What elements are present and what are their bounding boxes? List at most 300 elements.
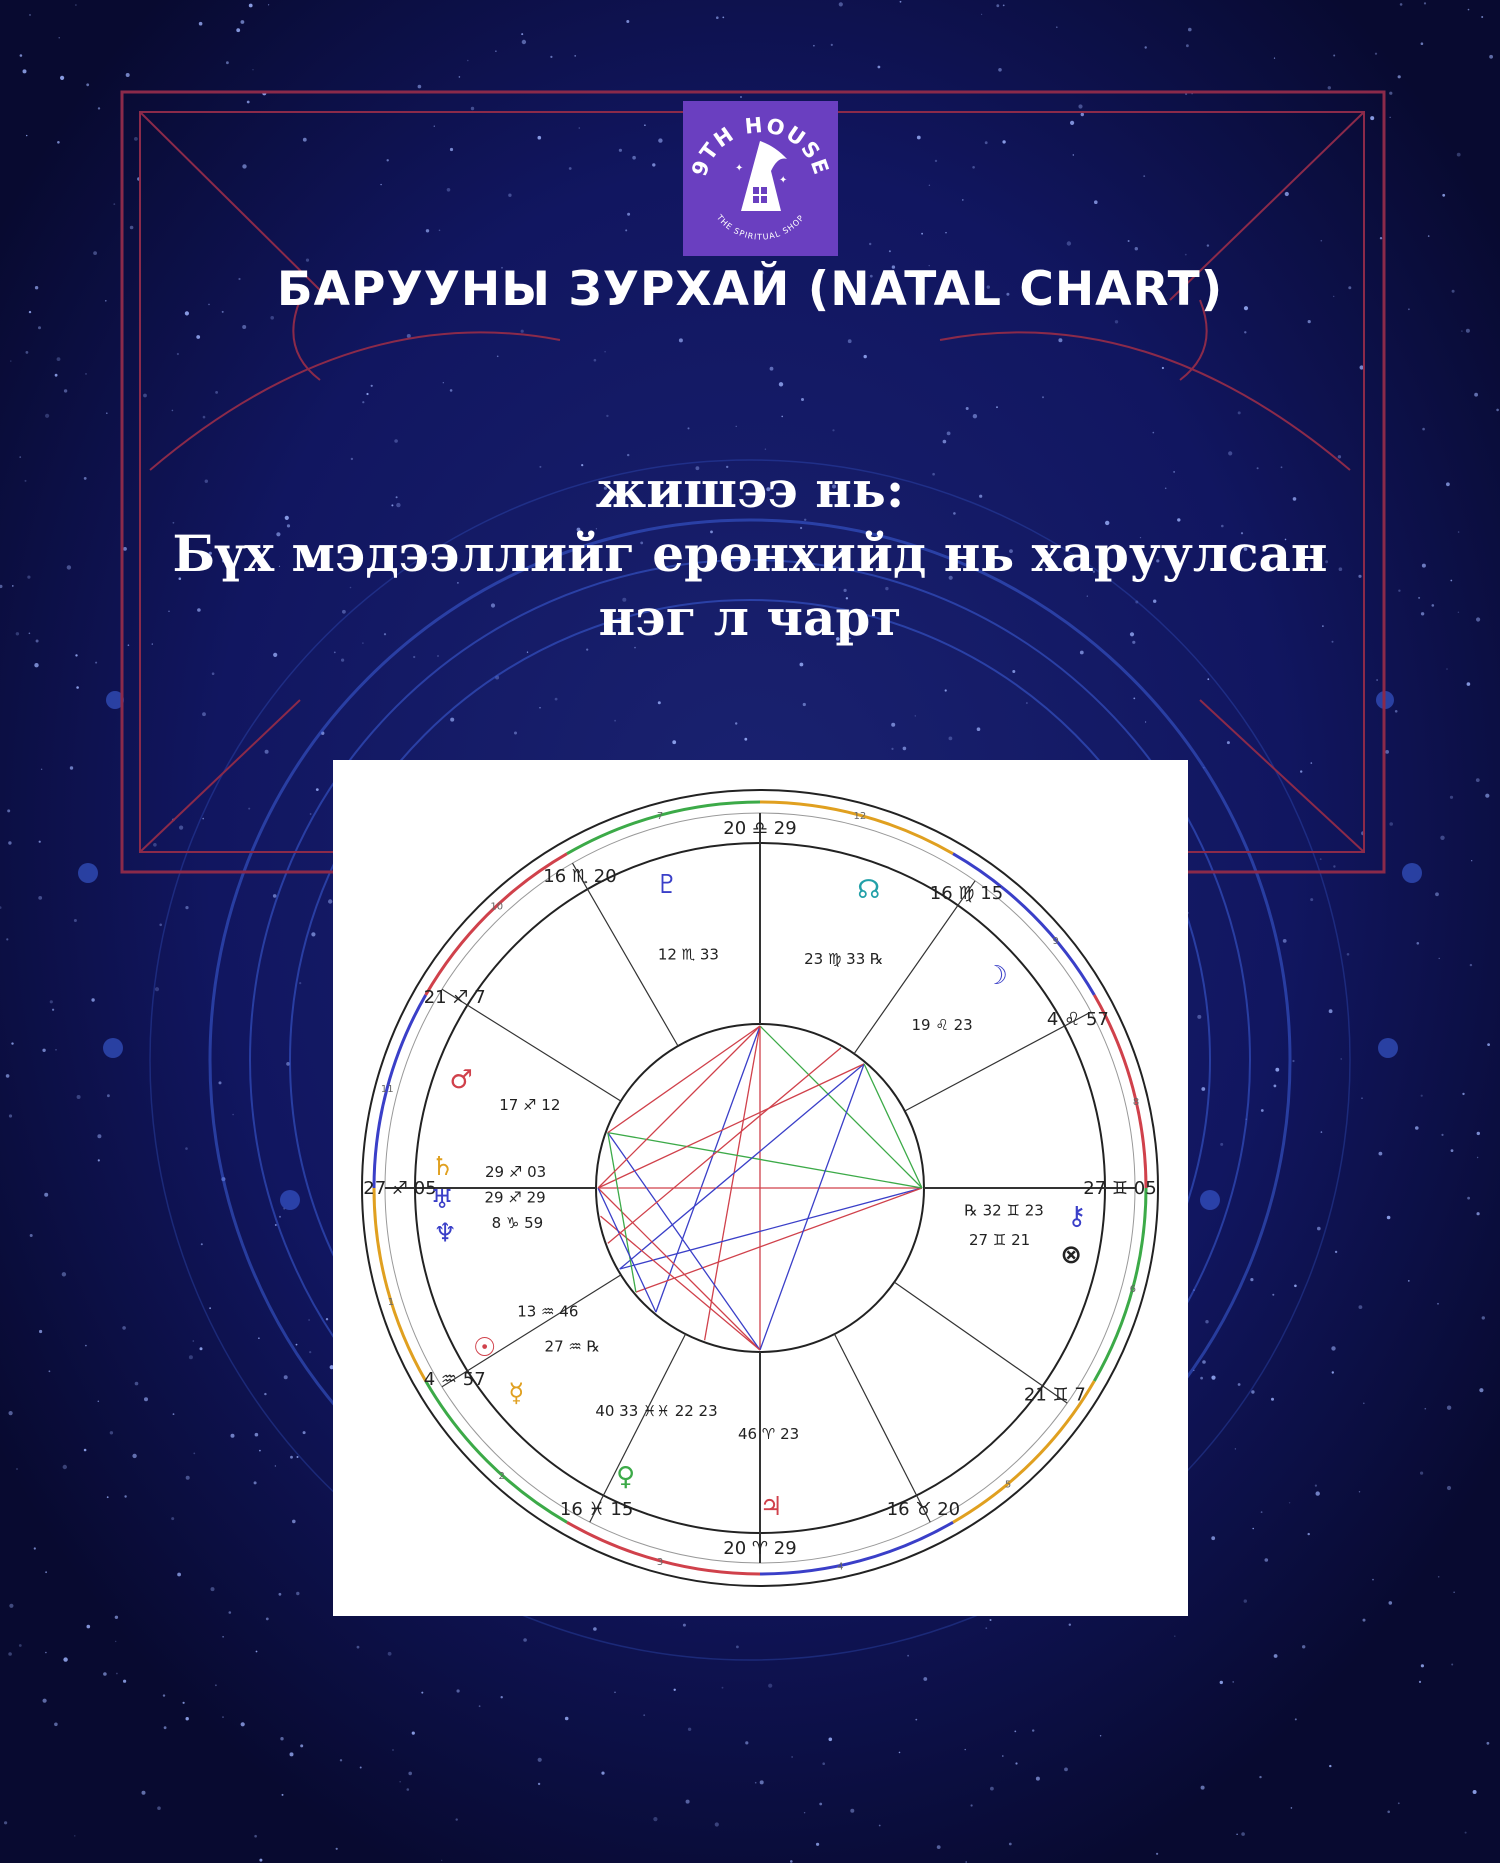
star	[565, 1717, 569, 1721]
star	[179, 826, 183, 830]
planet-glyph: ⚷	[1067, 1201, 1087, 1232]
svg-text:✦: ✦	[779, 175, 788, 186]
star	[521, 33, 523, 35]
star	[998, 68, 1002, 72]
star	[996, 4, 999, 7]
star	[765, 449, 766, 450]
star	[1465, 1832, 1467, 1834]
star	[990, 1787, 994, 1791]
star	[39, 1330, 42, 1333]
star	[98, 107, 100, 109]
star	[299, 982, 301, 984]
star	[1042, 396, 1044, 398]
star	[990, 1619, 992, 1621]
svg-text:THE SPIRITUAL SHOP	[714, 212, 806, 241]
star	[1201, 1087, 1205, 1091]
house-number: 3	[656, 1556, 664, 1568]
star	[831, 44, 833, 46]
star	[275, 1465, 276, 1466]
cusp-label: 27 ♐ 05	[363, 1178, 437, 1199]
star	[579, 127, 581, 129]
star	[1250, 1278, 1253, 1281]
star	[1439, 958, 1440, 959]
star	[1370, 116, 1374, 120]
star	[1446, 668, 1448, 670]
house-number: 10	[490, 901, 504, 913]
star	[62, 1272, 66, 1276]
planet-position: 27 ♒ ℞	[544, 1337, 601, 1356]
star	[163, 1694, 165, 1696]
star	[614, 1692, 616, 1694]
star	[1389, 92, 1392, 95]
star	[1188, 28, 1192, 32]
star	[1476, 778, 1480, 782]
star	[211, 1587, 215, 1591]
star	[408, 1772, 412, 1776]
aspect-lines	[598, 1026, 922, 1350]
star	[1437, 1303, 1439, 1305]
star	[172, 410, 174, 412]
star	[1291, 1807, 1293, 1809]
star	[891, 723, 895, 727]
star	[555, 698, 558, 701]
star	[434, 126, 435, 127]
cusp-label: 20 ♈ 29	[723, 1538, 797, 1559]
star	[1205, 1320, 1208, 1323]
star	[1294, 1285, 1297, 1288]
planet-glyph: ♇	[655, 869, 679, 900]
star	[290, 1456, 293, 1459]
star	[259, 1450, 261, 1452]
star	[467, 60, 469, 62]
star	[1471, 860, 1472, 861]
star	[1308, 1533, 1310, 1535]
star	[1489, 55, 1493, 59]
cusp-label: 4 ♒ 57	[423, 1368, 486, 1390]
star	[134, 137, 138, 141]
star	[144, 1397, 148, 1401]
star	[1064, 1768, 1068, 1772]
star	[284, 1375, 288, 1379]
star	[1415, 1126, 1419, 1130]
brand-logo	[683, 101, 838, 256]
star	[1421, 612, 1424, 615]
star	[113, 203, 115, 205]
house-number: 2	[498, 1470, 505, 1482]
star	[34, 663, 38, 667]
star	[226, 61, 229, 64]
star	[366, 393, 368, 395]
star	[593, 1627, 597, 1631]
star	[159, 924, 162, 927]
star	[49, 1370, 51, 1372]
star	[186, 1476, 190, 1480]
star	[201, 1243, 203, 1245]
star	[1418, 597, 1420, 599]
star	[70, 766, 73, 769]
star	[574, 55, 576, 57]
star	[202, 712, 206, 716]
star	[1271, 1398, 1274, 1401]
star	[16, 1468, 18, 1470]
star	[1174, 1636, 1175, 1637]
star	[627, 454, 629, 456]
subtitle-line2: Бүх мэдээллийг ерөнхийд нь харуулсан	[172, 524, 1328, 583]
star	[1026, 702, 1028, 704]
star	[122, 1326, 126, 1330]
star	[1275, 1068, 1279, 1072]
star	[688, 427, 690, 429]
star	[418, 85, 422, 89]
star	[471, 107, 474, 110]
star	[50, 1000, 53, 1003]
aspect-line	[620, 1188, 922, 1269]
star	[387, 159, 389, 161]
star	[1128, 240, 1130, 242]
star	[229, 1611, 232, 1614]
star	[606, 415, 608, 417]
star	[1359, 1491, 1360, 1492]
star	[1468, 9, 1470, 11]
star	[132, 1454, 136, 1458]
star	[126, 73, 130, 77]
star	[63, 1465, 67, 1469]
star	[421, 1692, 423, 1694]
star	[93, 251, 97, 255]
star	[688, 1728, 691, 1731]
star	[85, 373, 87, 375]
planet-position: 29 ♐ 29	[484, 1188, 546, 1207]
star	[1385, 750, 1389, 754]
star	[1447, 1486, 1451, 1490]
planet-position: 8 ♑ 59	[491, 1214, 544, 1233]
natal-chart-wheel	[333, 760, 1188, 1616]
star	[839, 2, 843, 6]
star	[523, 1638, 527, 1642]
star	[915, 1719, 917, 1721]
star	[106, 412, 108, 414]
cusp-label: 4 ♌ 57	[1046, 1009, 1109, 1030]
star	[1473, 1790, 1477, 1794]
star	[1417, 942, 1420, 945]
star	[258, 1337, 260, 1339]
star	[1003, 5, 1005, 7]
star	[1295, 1718, 1297, 1720]
star	[20, 54, 23, 57]
star	[85, 1345, 87, 1347]
star	[1207, 678, 1209, 680]
planet-position: 27 ♊ 21	[969, 1230, 1031, 1249]
star	[1395, 710, 1398, 713]
star	[497, 356, 499, 358]
star	[614, 720, 616, 722]
star	[973, 414, 977, 418]
star	[848, 339, 852, 343]
star	[947, 432, 951, 436]
star	[674, 1689, 676, 1691]
star	[686, 1800, 690, 1804]
star	[456, 1818, 458, 1820]
star	[790, 1860, 793, 1863]
star	[97, 1134, 101, 1138]
star	[9, 1604, 13, 1608]
star	[1438, 1576, 1440, 1578]
star	[1328, 86, 1331, 89]
star	[86, 83, 89, 86]
star	[380, 184, 381, 185]
star	[185, 906, 188, 909]
star	[1133, 698, 1135, 700]
star	[38, 896, 42, 900]
star	[1251, 1390, 1254, 1393]
star	[1387, 1216, 1391, 1220]
star	[632, 156, 636, 160]
star	[1115, 320, 1118, 323]
star	[569, 167, 572, 170]
star	[242, 325, 246, 329]
star	[16, 632, 19, 635]
star	[996, 406, 998, 408]
star	[59, 37, 60, 38]
star	[1317, 1227, 1321, 1231]
star	[891, 748, 893, 750]
star	[1474, 393, 1478, 397]
sign-arc	[426, 1381, 567, 1522]
star	[495, 51, 496, 52]
star	[259, 1859, 262, 1862]
star	[1421, 1664, 1424, 1667]
star	[74, 1835, 75, 1836]
star	[1440, 836, 1444, 840]
star	[135, 1382, 139, 1386]
star	[1094, 200, 1098, 204]
house-number: 12	[853, 811, 867, 823]
star	[943, 440, 947, 444]
house-line	[590, 1334, 686, 1522]
star	[1447, 1406, 1451, 1410]
star	[1285, 192, 1289, 196]
star	[1261, 1511, 1263, 1513]
star	[626, 20, 629, 23]
star	[36, 640, 39, 643]
star	[1479, 1388, 1483, 1392]
star	[316, 788, 319, 791]
star	[594, 359, 597, 362]
star	[12, 585, 14, 587]
star	[1470, 964, 1472, 966]
star	[479, 1705, 481, 1707]
star	[755, 1782, 757, 1784]
star	[1220, 1143, 1223, 1146]
star	[1186, 44, 1189, 47]
planet-glyph: ♃	[759, 1491, 783, 1522]
star	[972, 166, 975, 169]
star	[1380, 237, 1382, 239]
star	[231, 1434, 235, 1438]
star	[256, 1651, 258, 1653]
star	[1457, 153, 1461, 157]
star	[38, 326, 41, 329]
star	[212, 672, 215, 675]
star	[715, 1822, 719, 1826]
house-number: 8	[1132, 1097, 1140, 1109]
house-number: 5	[1004, 1479, 1012, 1491]
star	[107, 1496, 109, 1498]
star	[604, 351, 606, 353]
star	[336, 1848, 338, 1850]
star	[413, 656, 415, 658]
star	[1389, 822, 1393, 826]
star	[209, 1307, 211, 1309]
star	[652, 163, 655, 166]
star	[249, 4, 253, 8]
aspect-line	[656, 1026, 760, 1312]
star	[903, 747, 907, 751]
star	[388, 1652, 392, 1656]
star	[43, 1699, 47, 1703]
star	[1321, 1131, 1323, 1133]
star	[735, 722, 737, 724]
star	[23, 69, 27, 73]
star	[658, 138, 662, 142]
star	[219, 1081, 222, 1084]
star	[95, 662, 97, 664]
star	[1211, 1376, 1215, 1380]
svg-text:✦: ✦	[735, 163, 744, 174]
star	[1451, 1664, 1453, 1666]
star	[1331, 1346, 1335, 1350]
star	[254, 1481, 257, 1484]
sign-arc	[953, 854, 1094, 995]
star	[1347, 953, 1350, 956]
star	[1201, 1786, 1205, 1790]
star	[75, 654, 77, 656]
star	[1283, 939, 1287, 943]
star	[1002, 1755, 1004, 1757]
star	[177, 353, 179, 355]
star	[1135, 247, 1138, 250]
aspect-line	[864, 1064, 922, 1188]
star	[619, 149, 622, 152]
house-number: 7	[656, 811, 664, 823]
star	[183, 1702, 185, 1704]
star	[60, 76, 64, 80]
star	[770, 367, 774, 371]
star	[252, 69, 253, 70]
star	[1477, 1132, 1480, 1135]
planet-position: 17 ♐ 12	[499, 1096, 561, 1115]
star	[800, 663, 804, 667]
star	[296, 1592, 299, 1595]
star	[977, 727, 981, 731]
star	[1432, 604, 1435, 607]
star	[107, 1094, 110, 1097]
star	[1446, 482, 1450, 486]
star	[400, 1781, 401, 1782]
star	[64, 389, 67, 392]
star	[644, 124, 646, 126]
cusp-label: 16 ♓ 15	[559, 1498, 634, 1520]
star	[1197, 1015, 1201, 1019]
star	[781, 416, 783, 418]
star	[1238, 411, 1241, 414]
star	[1238, 1383, 1241, 1386]
star	[1143, 175, 1145, 177]
star	[672, 740, 676, 744]
star	[1435, 892, 1439, 896]
star	[1321, 240, 1323, 242]
star	[426, 229, 429, 232]
star	[202, 818, 204, 820]
star	[521, 330, 524, 333]
star	[1462, 1093, 1464, 1095]
star	[1014, 1731, 1016, 1733]
star	[8, 841, 11, 844]
star	[1056, 26, 1058, 28]
star	[1012, 670, 1015, 673]
star	[1228, 451, 1232, 455]
star	[6, 1074, 10, 1078]
planet-glyph: ☽	[984, 961, 1008, 992]
star	[832, 429, 834, 431]
star	[63, 1657, 67, 1661]
star	[1419, 1681, 1421, 1683]
star	[538, 136, 542, 140]
star	[745, 1741, 748, 1744]
star	[971, 1804, 973, 1806]
star	[1421, 42, 1424, 45]
star	[241, 20, 245, 24]
star	[9, 1411, 13, 1415]
star	[310, 813, 312, 815]
star	[1207, 244, 1209, 246]
planet-labels	[431, 870, 1087, 1522]
star	[736, 426, 737, 427]
star	[768, 1684, 772, 1688]
planet-glyph: ♄	[431, 1151, 455, 1182]
star	[55, 1049, 57, 1051]
star	[222, 1636, 224, 1638]
star	[1069, 1624, 1071, 1626]
star	[501, 1696, 503, 1698]
wizard-hat-house-icon	[683, 101, 838, 256]
star	[1454, 1592, 1455, 1593]
star	[816, 1843, 819, 1846]
star	[1153, 432, 1155, 434]
star	[1389, 1601, 1393, 1605]
planet-position: 46 ♈ 23	[738, 1424, 800, 1443]
star	[744, 738, 747, 741]
star	[1259, 1776, 1261, 1778]
star	[1145, 721, 1146, 722]
star	[41, 769, 42, 770]
cusp-label: 16 ♏ 20	[543, 866, 617, 888]
star	[878, 66, 881, 69]
star	[29, 14, 30, 15]
star	[282, 1794, 284, 1796]
star	[57, 357, 61, 361]
star	[360, 1767, 362, 1769]
aspect-line	[598, 1188, 656, 1312]
star	[1428, 235, 1430, 237]
star	[236, 28, 240, 32]
star	[1274, 1654, 1278, 1658]
star	[829, 1738, 833, 1742]
star	[1289, 1502, 1290, 1503]
star	[1316, 1491, 1320, 1495]
star	[110, 1431, 113, 1434]
star	[76, 686, 79, 689]
